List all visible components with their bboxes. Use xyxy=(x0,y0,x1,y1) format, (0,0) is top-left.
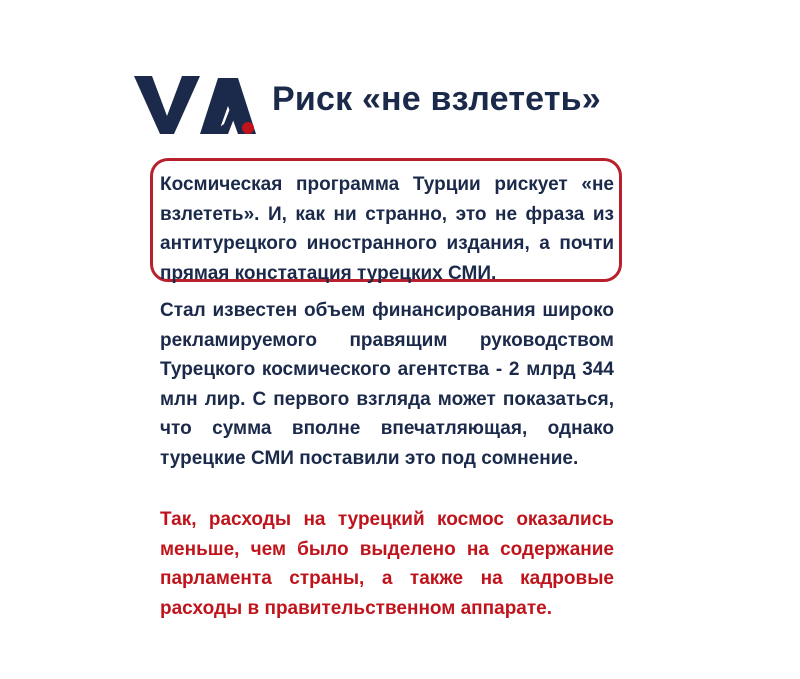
callout-text: Космическая программа Турции рискует «не взлететь». И, как ни странно, это не фраза из антитурецкого иностранного издания, а почти прямая констатация турецких СМИ. xyxy=(160,174,614,284)
va-logo-icon xyxy=(134,76,256,136)
page-title: Риск «не взлететь» xyxy=(272,80,601,118)
highlight-paragraph: Так, расходы на турецкий космос оказались меньше, чем было выделено на содержание парламента страны, а также на кадровые расходы в правительственном аппарате. xyxy=(160,509,614,619)
body-paragraph: Стал известен объем финансирования широко рекламируемого правящим руководством Турецкого космического агентства - 2 млрд 344 млн лир. С первого взгляда может показаться, что сумма вполне впечатляющая, однако турецкие СМИ поставили это под сомнение. xyxy=(160,300,614,469)
